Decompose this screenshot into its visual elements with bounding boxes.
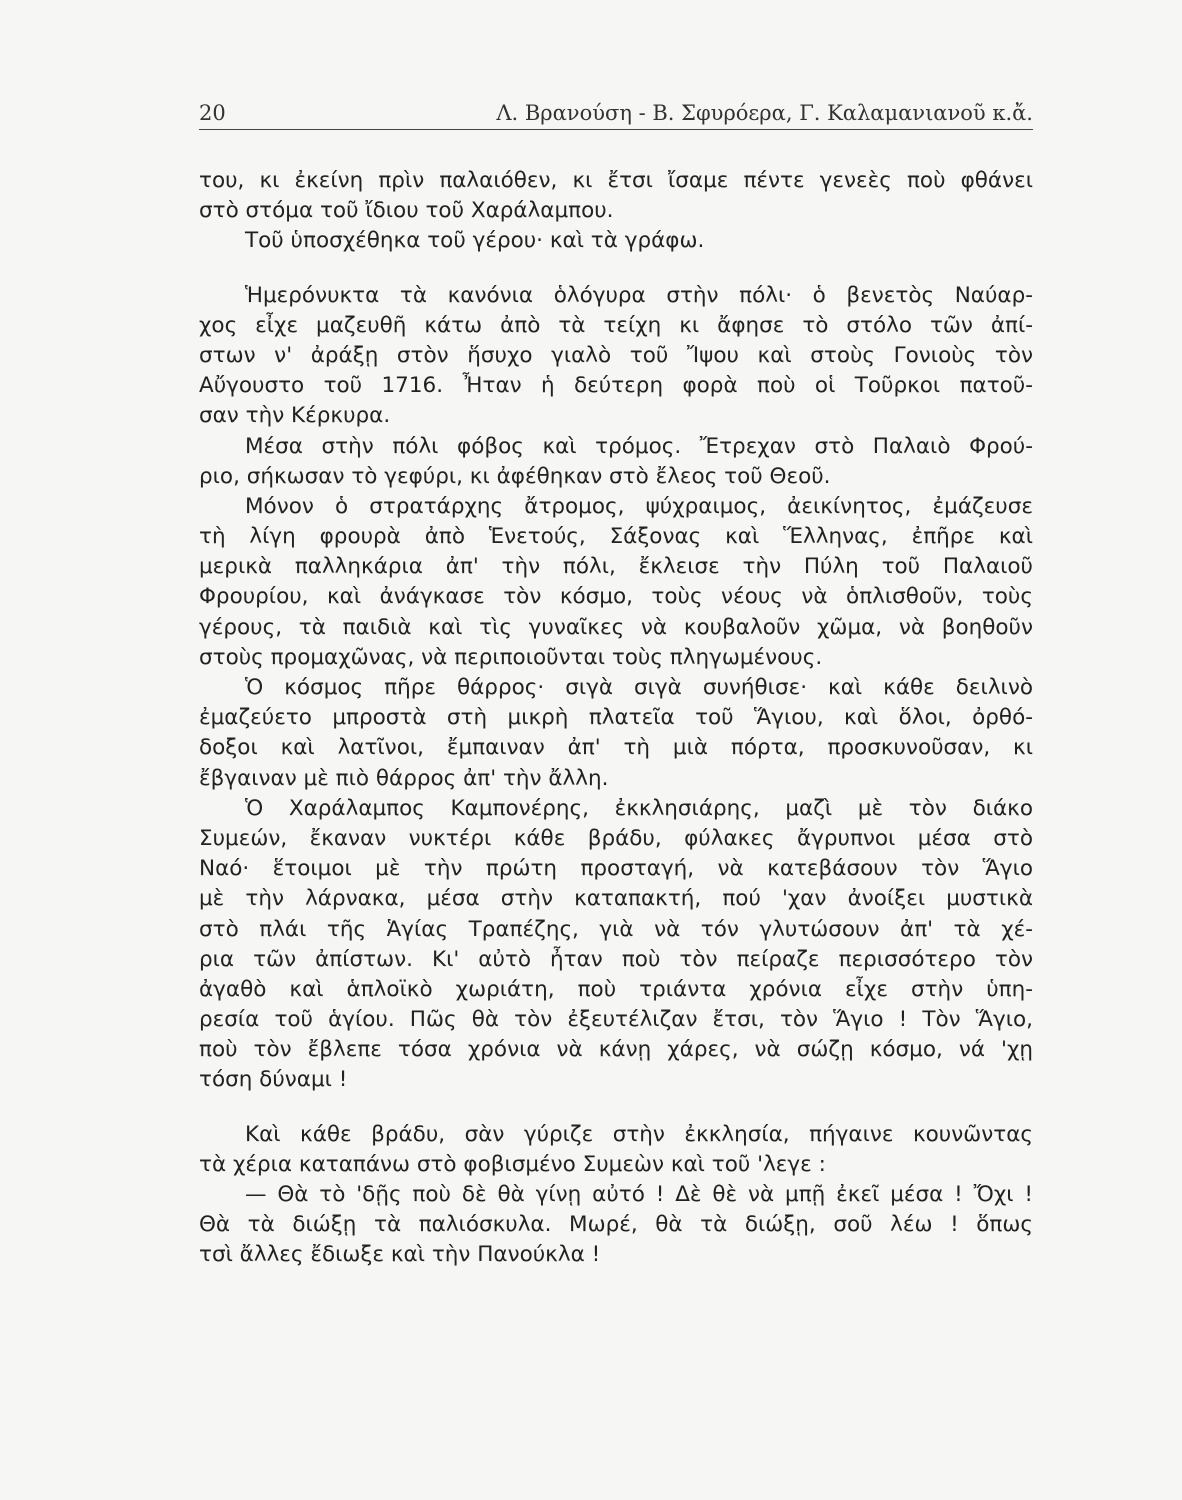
text-line: ριο, σήκωσαν τὸ γεφύρι, κι ἀφέθηκαν στὸ ἔλεος τοῦ Θεοῦ. (199, 463, 831, 489)
text-line: Ἡμερόνυκτα τὰ κανόνια ὁλόγυρα στὴν πόλι· ὁ βενετὸς Ναύαρ- (245, 282, 1033, 308)
text-line: τόση δύναμι ! (199, 1067, 348, 1093)
page-header (199, 99, 1033, 130)
text-line: χος εἶχε μαζευθῆ κάτω ἀπὸ τὰ τείχη κι ἄφησε τὸ στόλο τῶν ἀπί- (199, 312, 1033, 338)
section-gap (199, 257, 1033, 281)
text-line: Θὰ τὰ διώξῃ τὰ παλιόσκυλα. Μωρέ, θὰ τὰ διώξῃ, σοῦ λέω ! ὅπως (199, 1212, 1033, 1238)
running-title: Λ. Βρανούση - Β. Σφυρόερα, Γ. Καλαμανιανοῦ κ.ἄ. (496, 101, 1033, 125)
text-line: μὲ τὴν λάρνακα, μέσα στὴν καταπακτή, πού 'χαν ἀνοίξει μυστικὰ (199, 886, 1033, 912)
paragraph (199, 226, 1033, 256)
text-line: ποὺ τὸν ἔβλεπε τόσα χρόνια νὰ κάνῃ χάρες, νὰ σώζῃ κόσμο, νά 'χῃ (199, 1037, 1033, 1063)
body-text (199, 166, 1033, 1271)
text-line: του, κι ἐκείνη πρὶν παλαιόθεν, κι ἔτσι ἴσαμε πέντε γενεὲς ποὺ φθάνει (199, 168, 1033, 193)
text-line: μερικὰ παλληκάρια ἀπ' τὴν πόλι, ἔκλεισε τὴν Πύλη τοῦ Παλαιοῦ (199, 554, 1033, 580)
text-line: Μέσα στὴν πόλι φόβος καὶ τρόμος. Ἔτρεχαν στὸ Παλαιὸ Φρού- (245, 433, 1033, 459)
text-line: Συμεών, ἔκαναν νυκτέρι κάθε βράδυ, φύλακες ἄγρυπνοι μέσα στὸ (199, 825, 1033, 851)
paragraph (199, 1180, 1033, 1271)
paragraph (199, 673, 1033, 794)
text-line: στοὺς προμαχῶνας, νὰ περιποιοῦνται τοὺς πληγωμένους. (199, 644, 823, 670)
paragraph (199, 794, 1033, 1096)
text-line: τὴ λίγη φρουρὰ ἀπὸ Ἑνετούς, Σάξονας καὶ Ἕλληνας, ἐπῆρε καὶ (199, 524, 1033, 550)
text-line: Μόνον ὁ στρατάρχης ἄτρομος, ψύχραιμος, ἀεικίνητος, ἐμάζευσε (245, 493, 1033, 519)
section-gap (199, 1096, 1033, 1120)
text-line: ρια τῶν ἀπίστων. Κι' αὐτὸ ἦταν ποὺ τὸν πείραζε περισσότερο τὸν (199, 946, 1033, 972)
text-line: δοξοι καὶ λατῖνοι, ἔμπαιναν ἀπ' τὴ μιὰ πόρτα, προσκυνοῦσαν, κι (199, 735, 1033, 761)
page-number: 20 (199, 101, 226, 125)
paragraph (199, 432, 1033, 492)
text-line: στὸ πλάι τῆς Ἁγίας Τραπέζης, γιὰ νὰ τόν γλυτώσουν ἀπ' τὰ χέ- (199, 916, 1033, 942)
paragraph (199, 492, 1033, 673)
text-line: ἔβγαιναν μὲ πιὸ θάρρος ἀπ' τὴν ἄλλη. (199, 765, 609, 791)
text-line: Ὁ Χαράλαμπος Καμπονέρης, ἐκκλησιάρης, μαζὶ μὲ τὸν διάκο (245, 795, 1033, 821)
text-line: Ναό· ἕτοιμοι μὲ τὴν πρώτη προσταγή, νὰ κατεβάσουν τὸν Ἅγιο (199, 856, 1033, 882)
paragraph (199, 281, 1033, 432)
text-line: Καὶ κάθε βράδυ, σὰν γύριζε στὴν ἐκκλησία, πήγαινε κουνῶντας (245, 1121, 1033, 1147)
text-line: — Θὰ τὸ 'δῇς ποὺ δὲ θὰ γίνῃ αὐτό ! Δὲ θὲ νὰ μπῇ ἐκεῖ μέσα ! Ὄχι ! (245, 1182, 1033, 1207)
text-line: Ὁ κόσμος πῆρε θάρρος· σιγὰ σιγὰ συνήθισε· καὶ κάθε δειλινὸ (245, 675, 1033, 700)
text-line: ἐμαζεύετο μπροστὰ στὴ μικρὴ πλατεῖα τοῦ Ἅγιου, καὶ ὅλοι, ὀρθό- (199, 705, 1033, 731)
text-line: ρεσία τοῦ ἁγίου. Πῶς θὰ τὸν ἐξευτέλιζαν ἔτσι, τὸν Ἅγιο ! Τὸν Ἅγιο, (199, 1007, 1033, 1033)
text-line: γέρους, τὰ παιδιὰ καὶ τὶς γυναῖκες νὰ κουβαλοῦν χῶμα, νὰ βοηθοῦν (199, 614, 1033, 640)
text-line: Αὔγουστο τοῦ 1716. Ἦταν ἡ δεύτερη φορὰ ποὺ οἱ Τοῦρκοι πατοῦ- (199, 373, 1033, 399)
paragraph (199, 166, 1033, 226)
text-line: Τοῦ ὑποσχέθηκα τοῦ γέρου· καὶ τὰ γράφω. (245, 228, 705, 254)
text-line: τὰ χέρια καταπάνω στὸ φοβισμένο Συμεὼν καὶ τοῦ 'λεγε : (199, 1151, 826, 1177)
text-line: Φρουρίου, καὶ ἀνάγκασε τὸν κόσμο, τοὺς νέους νὰ ὁπλισθοῦν, τοὺς (199, 584, 1033, 610)
text-line: σαν τὴν Κέρκυρα. (199, 403, 391, 429)
text-line: στὸ στόμα τοῦ ἴδιου τοῦ Χαράλαμπου. (199, 198, 614, 224)
text-line: ἀγαθὸ καὶ ἁπλοϊκὸ χωριάτη, ποὺ τριάντα χρόνια εἶχε στὴν ὑπη- (199, 976, 1033, 1002)
text-line: τσὶ ἄλλες ἔδιωξε καὶ τὴν Πανούκλα ! (199, 1242, 601, 1268)
text-line: στων ν' ἀράξῃ στὸν ἥσυχο γιαλὸ τοῦ Ἴψου καὶ στοὺς Γονιοὺς τὸν (199, 342, 1033, 368)
paragraph (199, 1120, 1033, 1180)
